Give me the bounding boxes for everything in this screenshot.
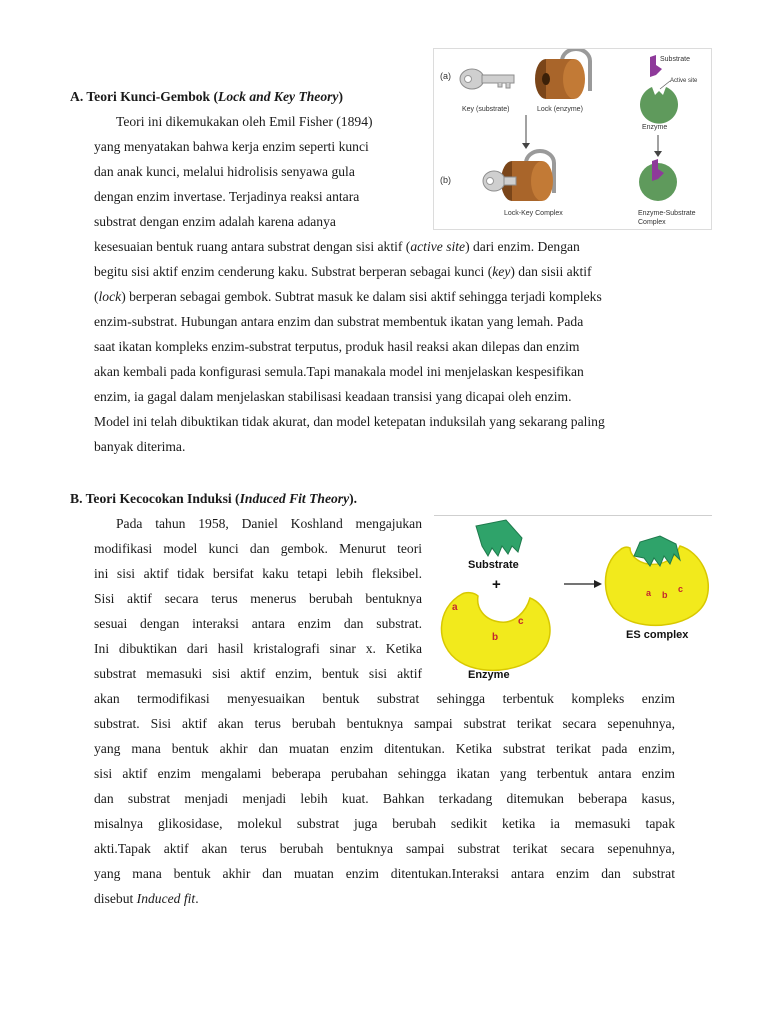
lock-key-complex-icon (483, 151, 554, 201)
induced-fit-diagram (434, 516, 712, 681)
paragraph-line: yang mana bentuk akhir dan muatan enzim ditentukan.Interaksi antara enzim dan substrat (94, 866, 675, 881)
paragraph-line: akan termodifikasi menyesuaikan bentuk substrat sehingga terbentuk kompleks enzim (94, 691, 675, 706)
paragraph-line: misalnya glikosidase, molekul substrat juga berubah sedikit ketika ia memasuki tapak (94, 816, 675, 831)
es-complex-label-2: Complex (638, 219, 666, 226)
paragraph-line: kesesuaian bentuk ruang antara substrat dengan sisi aktif (active site) dari enzim. Dengan (94, 239, 580, 254)
paragraph-line: yang menyatakan bahwa kerja enzim seperti kunci (94, 139, 369, 154)
es-site-b-label: b (662, 590, 668, 600)
site-b-label: b (492, 632, 499, 643)
enzyme-label: Enzyme (468, 669, 510, 681)
paragraph-line: disebut Induced fit. (94, 891, 199, 906)
substrate-shape (476, 520, 522, 556)
site-c-label: c (518, 616, 524, 627)
paragraph-line: akti.Tapak aktif akan terus berubah bentuknya sampai substrat terikat secara sepenuhnya, (94, 841, 675, 856)
lock-icon (535, 49, 590, 99)
paragraph-line: banyak diterima. (94, 439, 186, 454)
paragraph-line: enzim-substrat. Hubungan antara enzim dan substrat membentuk ikatan yang lemah. Pada (94, 314, 584, 329)
es-site-c-label: c (678, 584, 684, 594)
paragraph-line: saat ikatan kompleks enzim-substrat terputus, produk hasil reaksi akan dilepas dan enzim (94, 339, 580, 354)
paragraph-line: modifikasi model kunci dan gembok. Menurut teori (94, 541, 422, 556)
paragraph-line: substrat dengan enzim adalah karena adanya (94, 214, 336, 229)
induced-fit-figure (434, 515, 712, 681)
row-a-label: (a) (440, 71, 451, 81)
site-a-label: a (452, 602, 458, 613)
paragraph-line: dengan enzim invertase. Terjadinya reaksi antara (94, 189, 360, 204)
substrate-label: Substrate (468, 559, 519, 571)
paragraph-line: enzim, ia gagal dalam menjelaskan stabilisasi keadaan transisi yang dicapai oleh enzim. (94, 389, 572, 404)
lock-key-complex-label: Lock-Key Complex (504, 210, 563, 217)
paragraph-line: dan substrat menjadi menjadi lebih kuat. Bahkan terkadang ditemukan beberapa kasus, (94, 791, 675, 806)
lock-key-diagram (434, 49, 712, 230)
paragraph-line: Pada tahun 1958, Daniel Koshland mengajukan (116, 516, 422, 531)
substrate-label: Substrate (660, 56, 690, 63)
active-site-label: Active site (670, 78, 698, 84)
section-a-heading: A. Teori Kunci-Gembok (Lock and Key Theory) (70, 89, 343, 104)
enzyme-shape (640, 87, 678, 124)
lock-label: Lock (enzyme) (537, 106, 583, 113)
section-b-heading: B. Teori Kecocokan Induksi (Induced Fit Theory). (70, 491, 358, 506)
paragraph-line: dan anak kunci, melalui hidrolisis senyawa gula (94, 164, 355, 179)
paragraph-line: Sisi aktif secara terus menerus berubah bentuknya (94, 591, 422, 606)
paragraph-line: begitu sisi aktif enzim cenderung kaku. Substrat berperan sebagai kunci (key) dan sisii aktif (94, 264, 592, 279)
paragraph-line: (lock) berperan sebagai gembok. Subtrat masuk ke dalam sisi aktif sehingga terjadi kompleks (94, 289, 602, 304)
key-icon (460, 69, 514, 89)
es-complex-label: ES complex (626, 629, 689, 641)
plus-sign: + (492, 576, 501, 593)
paragraph-line: substrat. Sisi aktif akan terus berubah bentuknya sampai substrat terikat secara sepenuhnya, (94, 716, 675, 731)
es-complex-label-1: Enzyme-Substrate (638, 210, 696, 217)
paragraph-line: Model ini telah dibuktikan tidak akurat, dan model ketepatan induksilah yang sekarang paling (94, 414, 605, 429)
paragraph-line: akan kembali pada konfigurasi semula.Tapi manakala model ini menjelaskan kespesifikan (94, 364, 584, 379)
paragraph-line: yang mana bentuk akhir dan muatan enzim ditentukan. Ketika substrat terikat pada enzim, (94, 741, 675, 756)
paragraph-line: Ini dibuktikan dari hasil kristalografi sinar x. Ketika (94, 641, 422, 656)
enzyme-label: Enzyme (642, 124, 668, 131)
row-b-label: (b) (440, 175, 451, 185)
key-label: Key (substrate) (462, 106, 510, 113)
paragraph-line: sesuai dengan interaksi antara enzim dan substrat. (94, 616, 422, 631)
paragraph-line: substrat memasuki sisi aktif enzim, bentuk sisi aktif (94, 666, 422, 681)
lock-key-figure (433, 48, 712, 230)
paragraph-line: Teori ini dikemukakan oleh Emil Fisher (1894) (116, 114, 373, 129)
paragraph-line: ini sisi aktif tidak bersifat kaku tetapi lebih fleksibel. (94, 566, 422, 581)
es-site-a-label: a (646, 588, 652, 598)
paragraph-line: sisi aktif enzim mengalami beberapa perubahan sehingga ikatan yang terbentuk antara enzim (94, 766, 675, 781)
